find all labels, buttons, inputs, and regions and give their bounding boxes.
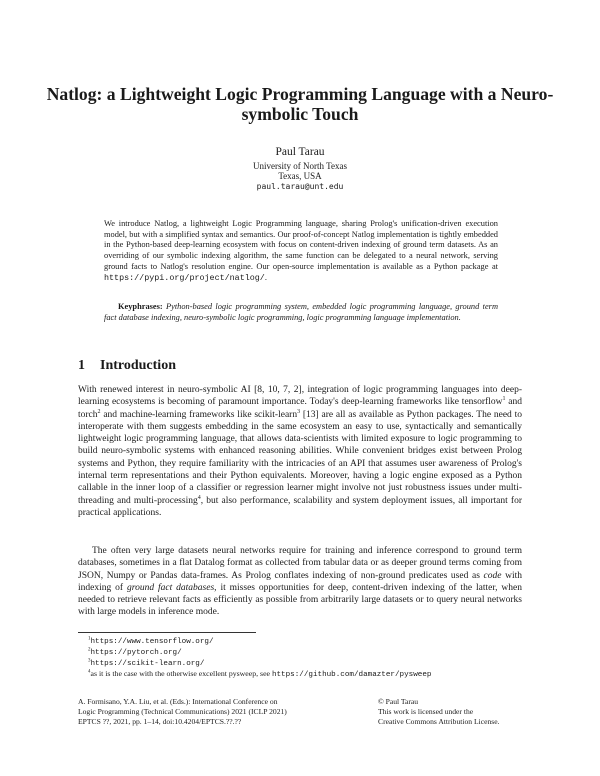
affiliation-university: University of North Texas [253,161,347,171]
para2-text-c: , it misses opportunities for deep, content-driven indexing of the latter, when needed to retrieve relevant facts as efficiently as possible from arbitrarily large datasets or to query neural networks with large models in inference mode. [78,582,522,618]
footer-copyright: © Paul Tarau [378,697,419,706]
footer-license-line-2[interactable]: Creative Commons Attribution License. [378,717,500,727]
footnote-ref-4[interactable]: 4 [197,494,201,501]
para2-text-b: with indexing of [78,570,522,593]
footnote-4 [88,669,431,680]
affiliation-location: Texas, USA [278,171,322,181]
keyphrases-label: Keyphrases: [118,302,163,311]
abstract-end: . [264,272,267,282]
keyphrases [104,302,498,323]
footer-license-line-1: This work is licensed under the [378,707,474,717]
para1-text-b: and torch [78,397,522,420]
para2-code-term: code [483,570,502,581]
footer-license [378,697,538,728]
para1-text-a: With renewed interest in neuro-symbolic AI [8, 10, 7, 2], integration of logic programming languages into deep-learning ecosystems is becoming of paramount importance. Today's deep-learning frameworks like tensorflow [78,385,522,408]
footer-citation-line-1: A. Formisano, Y.A. Liu, et al. (Eds.): International Conference on [78,697,278,706]
paper-title: Natlog: a Lightweight Logic Programming Language with a Neuro-symbolic Touch [46,84,554,124]
footer-citation [78,697,378,728]
footnote-ref-3[interactable]: 3 [297,408,301,415]
footnote-2 [88,647,182,658]
footnote-url[interactable]: https://www.tensorflow.org/ [90,638,214,646]
para2-text-a: The often very large datasets neural networks require for training and inference correspond to ground term databases, sometimes in a flat Datalog format as collected from tabular data or as deeper ground terms coming from JSON, Numpy or Pandas data-frames. As Prolog conflates indexing of non-ground predicates used as [78,546,522,581]
para2-ground-fact-term: ground fact databases [127,582,215,593]
para1-text-c: and machine-learning frameworks like scikit-learn [100,409,298,420]
footnote-url[interactable]: https://github.com/damazter/pysweep [271,671,432,679]
footer-citation-line-3: EPTCS ??, 2021, pp. 1–14, doi:10.4204/EPTCS.??.?? [78,717,242,727]
footnote-3 [88,658,204,669]
abstract-url[interactable]: https://pypi.org/project/natlog/ [104,272,265,283]
footnote-ref-1[interactable]: 1 [502,396,506,403]
footnote-mark: 2 [88,647,91,653]
para1-text-d: [13] are all as available as Python packages. The need to interoperate with them suggests embedding in the same ecosystem an easy to use, syntactically and semantically lightweight logic programming language, that allows data-scientists with limited exposure to logic programming to build neuro-symbolic systems with enhanced reasoning abilities. While convenient bridges exist between Prolog systems and Python, they require familiarity with the intricacies of an API that assumes user awareness of Prolog's internal term representations and their Python equivalents. Moreover, having a logic engine exposed as a Python callable in the inner loop of a classifier or regression learner might involve not just robustness issues under multi-threading and multi-processing [78,409,522,506]
footnote-ref-2[interactable]: 2 [97,408,101,415]
footnote-divider [78,632,256,633]
footnote-mark: 1 [88,636,91,642]
footnote-url[interactable]: https://pytorch.org/ [90,649,182,657]
footnote-mark: 4 [88,669,91,675]
author-email: paul.tarau@unt.edu [256,182,344,191]
footnote-1 [88,636,214,647]
abstract [104,219,498,283]
section-title: Introduction [100,358,176,373]
section-heading [78,358,176,374]
keyphrases-text: Python-based logic programming system, embedded logic programming language, ground term fact database indexing, neuro-symbolic logic programming, logic programming language implementation. [104,302,498,322]
intro-paragraph-1 [78,384,522,519]
intro-paragraph-2 [78,545,522,619]
author-name: Paul Tarau [275,146,325,158]
footnote-text: as it is the case with the otherwise excellent pysweep, see [90,669,272,678]
section-number: 1 [78,358,85,373]
para1-text-e: , but also performance, scalability and system deployment issues, all important for practical applications. [78,495,522,518]
footnote-url[interactable]: https://scikit-learn.org/ [90,660,205,668]
footer-citation-line-2: Logic Programming (Technical Communications) 2021 (ICLP 2021) [78,707,287,717]
abstract-text: We introduce Natlog, a lightweight Logic Programming language, sharing Prolog's unification-driven execution model, but with a simplified syntax and semantics. Our proof-of-concept Natlog implementation is tightly embedded in the Python-based deep-learning ecosystem with focus on content-driven indexing of ground term datasets. As an overriding of our symbolic indexing algorithm, the same function can be delegated to a neural network, serving ground facts to Natlog's resolution engine. Our open-source implementation is available as a Python package at [104,219,498,271]
footnote-mark: 3 [88,658,91,664]
